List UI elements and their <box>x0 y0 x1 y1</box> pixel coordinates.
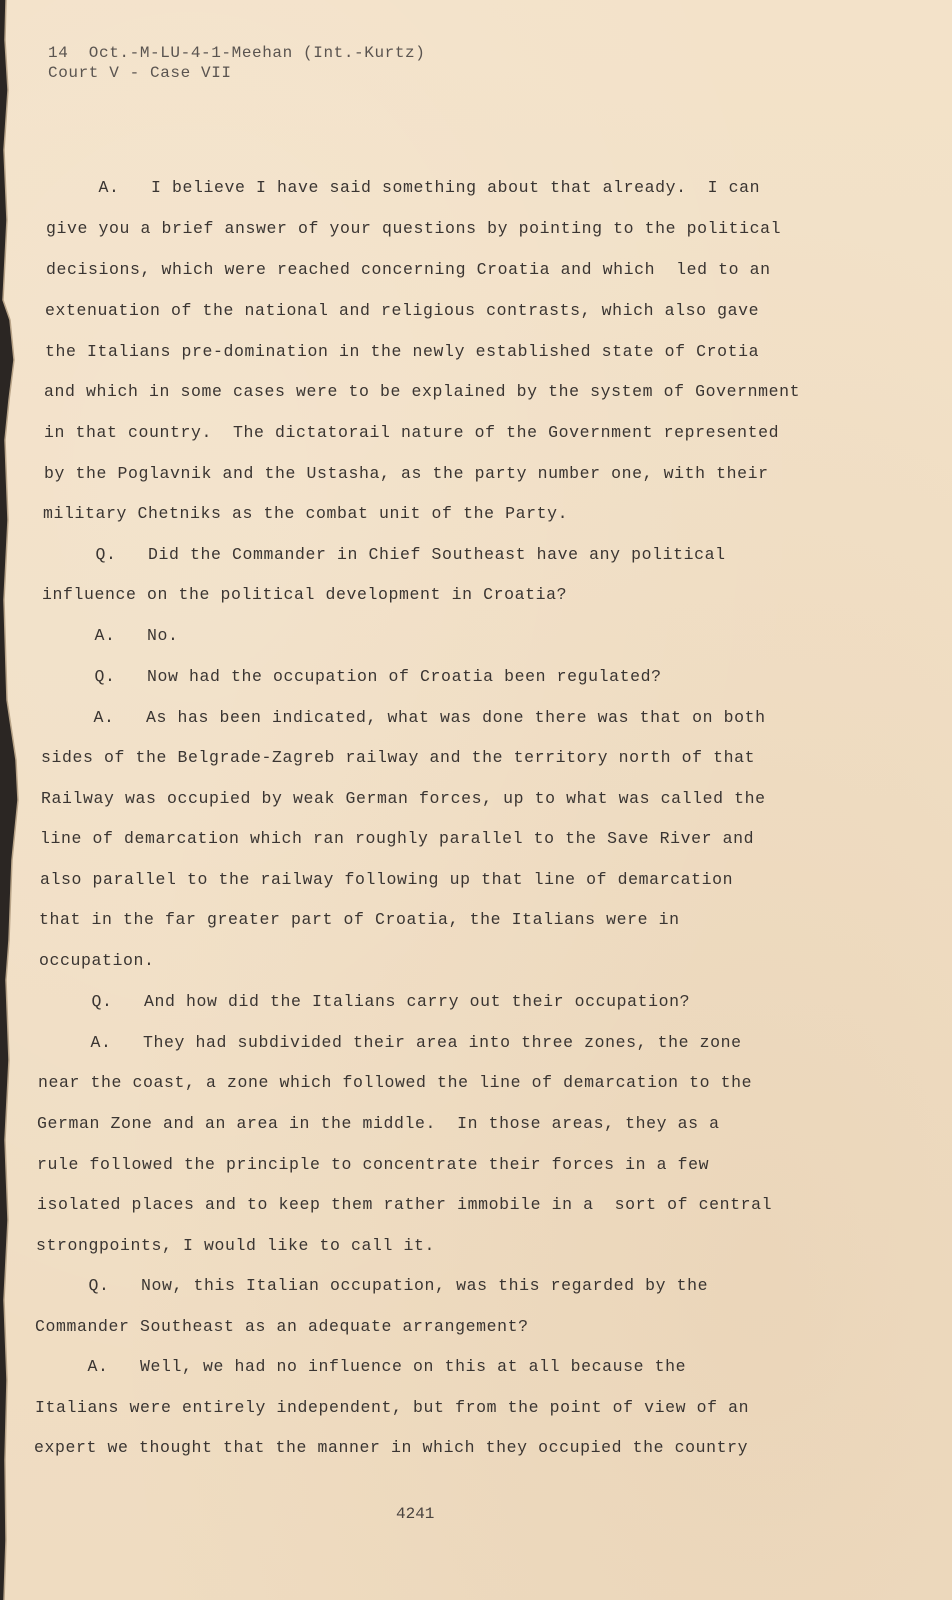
body-line: rule followed the principle to concentrate their forces in a few <box>37 1155 710 1174</box>
body-line: Railway was occupied by weak German forces, up to what was called the <box>41 789 766 808</box>
body-line: extenuation of the national and religious contrasts, which also gave <box>45 301 760 320</box>
body-line: in that country. The dictatorail nature of the Government represented <box>44 423 780 442</box>
torn-left-edge <box>0 0 26 1600</box>
body-line: that in the far greater part of Croatia, the Italians were in <box>39 910 680 929</box>
body-line: near the coast, a zone which followed the line of demarcation to the <box>38 1073 753 1092</box>
body-line: Commander Southeast as an adequate arrangement? <box>35 1317 529 1336</box>
body-line: strongpoints, I would like to call it. <box>36 1236 436 1255</box>
body-line: line of demarcation which ran roughly parallel to the Save River and <box>40 829 755 848</box>
body-line: Q. Now, this Italian occupation, was this regarded by the <box>36 1276 709 1295</box>
body-line: isolated places and to keep them rather immobile in a sort of central <box>37 1195 773 1214</box>
body-line: Q. And how did the Italians carry out their occupation? <box>39 992 691 1011</box>
body-line: A. They had subdivided their area into three zones, the zone <box>38 1033 742 1052</box>
body-line: military Chetniks as the combat unit of the Party. <box>43 504 569 523</box>
body-line: decisions, which were reached concerning Croatia and which led to an <box>46 260 771 279</box>
body-line: German Zone and an area in the middle. In those areas, they as a <box>37 1114 720 1133</box>
body-line: also parallel to the railway following up that line of demarcation <box>40 870 734 889</box>
body-line: and which in some cases were to be explained by the system of Government <box>44 382 801 401</box>
body-line: A. No. <box>42 626 179 645</box>
body-line: Q. Now had the occupation of Croatia been regulated? <box>42 667 662 686</box>
body-line: A. As has been indicated, what was done there was that on both <box>41 708 766 727</box>
body-line: by the Poglavnik and the Ustasha, as the party number one, with their <box>44 464 769 483</box>
body-line: expert we thought that the manner in which they occupied the country <box>34 1438 749 1457</box>
header-line-2: Court V - Case VII <box>48 64 232 82</box>
body-line: sides of the Belgrade-Zagreb railway and the territory north of that <box>41 748 756 767</box>
header-line-1: 14 Oct.-M-LU-4-1-Meehan (Int.-Kurtz) <box>48 44 426 62</box>
body-line: the Italians pre-domination in the newly established state of Crotia <box>45 342 760 361</box>
body-line: A. Well, we had no influence on this at all because the <box>35 1357 687 1376</box>
body-line: give you a brief answer of your questions by pointing to the political <box>46 219 782 238</box>
body-line: A. I believe I have said something about that already. I can <box>46 178 761 197</box>
page-number: 4241 <box>396 1505 435 1523</box>
body-line: Italians were entirely independent, but from the point of view of an <box>35 1398 750 1417</box>
body-line: influence on the political development in Croatia? <box>42 585 568 604</box>
body-line: Q. Did the Commander in Chief Southeast have any political <box>43 545 726 564</box>
body-line: occupation. <box>39 951 155 970</box>
